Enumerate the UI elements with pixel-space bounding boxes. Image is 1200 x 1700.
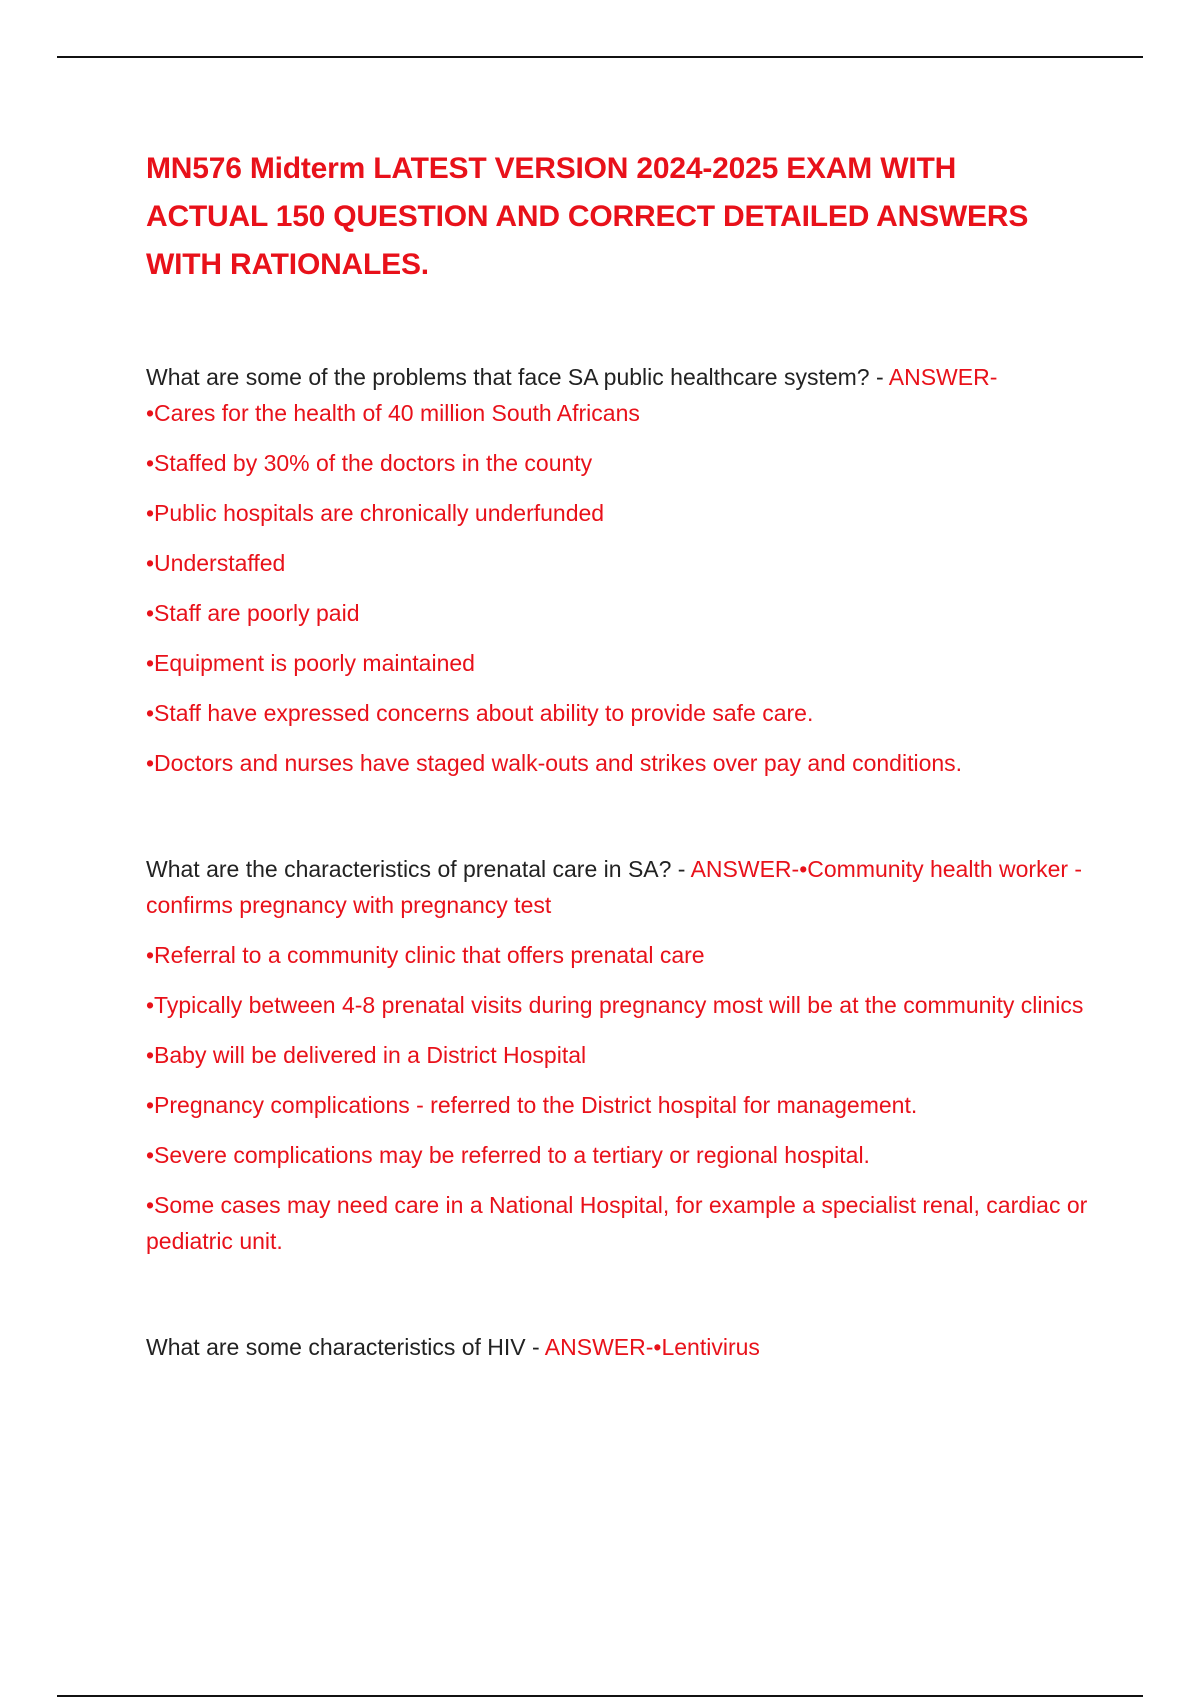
answer-bullet: •Baby will be delivered in a District Hospital	[146, 1042, 587, 1068]
answer-bullet: •Pregnancy complications - referred to the District hospital for management.	[146, 1092, 918, 1118]
question-line	[146, 1329, 1096, 1365]
qa-block-healthcare-problems	[146, 359, 1096, 781]
question-text: What are some of the problems that face SA public healthcare system? -	[146, 364, 889, 390]
document-body	[146, 145, 1096, 1365]
answer-bullet: •Doctors and nurses have staged walk-outs and strikes over pay and conditions.	[146, 750, 963, 776]
answer-bullet: •Referral to a community clinic that offers prenatal care	[146, 942, 705, 968]
answer-label: ANSWER-	[888, 364, 998, 390]
header-rule	[57, 56, 1143, 58]
answer-label: ANSWER-	[690, 856, 800, 882]
answer-bullet: •Severe complications may be referred to a tertiary or regional hospital.	[146, 1142, 870, 1168]
qa-block-prenatal-care	[146, 851, 1096, 1259]
footer-rule	[57, 1695, 1143, 1697]
title-line: MN576 Midterm LATEST VERSION 2024-2025 EXAM WITH	[146, 152, 957, 185]
document-title	[146, 145, 1096, 289]
qa-block-hiv	[146, 1329, 1096, 1365]
question-text: What are the characteristics of prenatal care in SA? -	[146, 856, 691, 882]
answer-bullet: •Public hospitals are chronically underfunded	[146, 500, 605, 526]
answer-bullet: •Staff are poorly paid	[146, 600, 360, 626]
question-text: What are some characteristics of HIV -	[146, 1334, 545, 1360]
answer-bullet: •Equipment is poorly maintained	[146, 650, 475, 676]
answer-bullet: •Understaffed	[146, 550, 286, 576]
answer-first-bullet: •Lentivirus	[653, 1334, 760, 1360]
title-line: WITH RATIONALES.	[146, 248, 429, 281]
answer-bullet: •Cares for the health of 40 million South Africans	[146, 400, 640, 426]
answer-bullet: •Staff have expressed concerns about ability to provide safe care.	[146, 700, 814, 726]
question-line	[146, 359, 1096, 395]
answer-first-bullet: •Community health worker - confirms pregnancy with pregnancy test	[146, 856, 1083, 918]
answer-bullet: •Staffed by 30% of the doctors in the county	[146, 450, 593, 476]
answer-bullet: •Some cases may need care in a National Hospital, for example a specialist renal, cardiac or pediatric unit.	[146, 1192, 1088, 1254]
title-line: ACTUAL 150 QUESTION AND CORRECT DETAILED ANSWERS	[146, 200, 1029, 233]
question-line	[146, 851, 1096, 923]
answer-label: ANSWER-	[544, 1334, 654, 1360]
answer-bullet: •Typically between 4-8 prenatal visits during pregnancy most will be at the community clinics	[146, 992, 1084, 1018]
